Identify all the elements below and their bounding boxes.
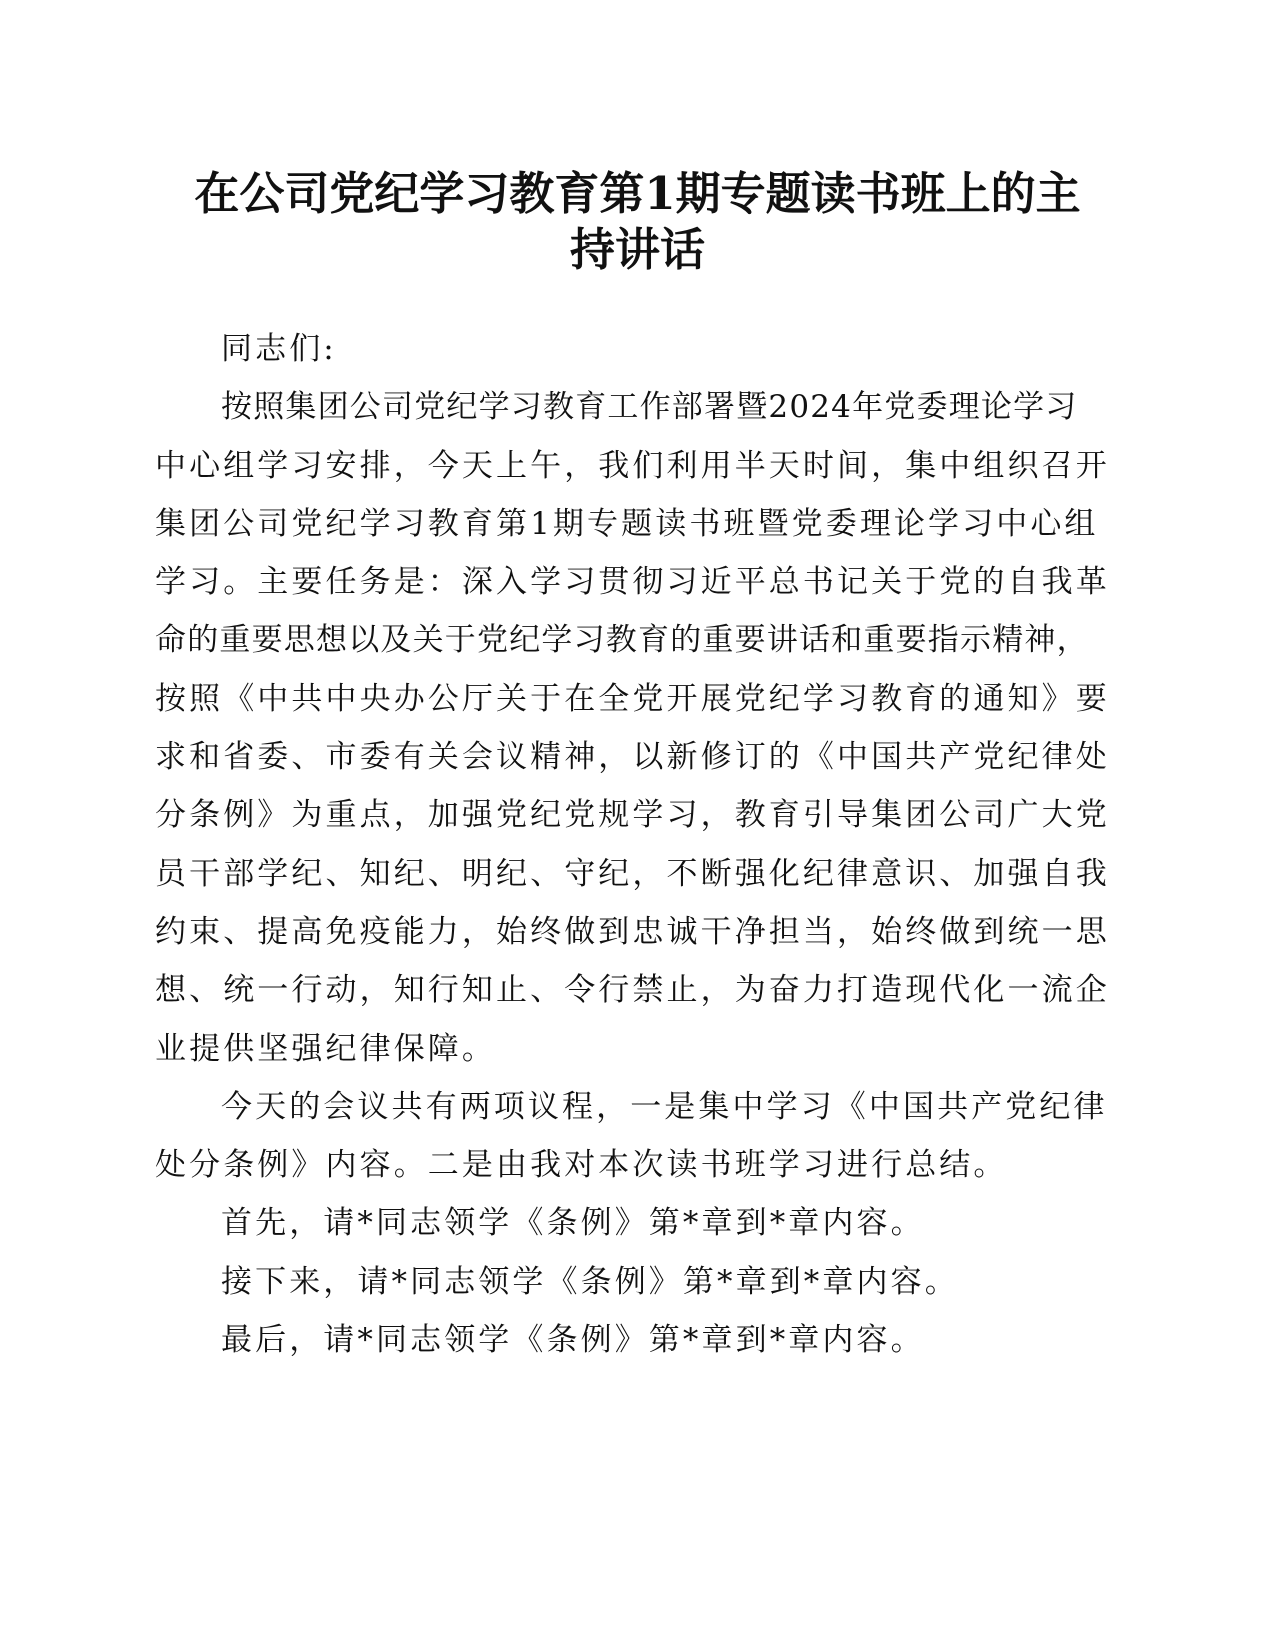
- closing-line-last: 最后，请*同志领学《条例》第*章到*章内容。: [221, 1322, 925, 1359]
- closing-items: [155, 1194, 1095, 1369]
- document-title: [140, 166, 1135, 278]
- title-line-1: 在公司党纪学习教育第1期专题读书班上的主: [194, 167, 1081, 220]
- paragraph-1-line: 集团公司党纪学习教育第1期专题读书班暨党委理论学习中心组: [155, 505, 1099, 542]
- paragraph-1-line: 求和省委、市委有关会议精神，以新修订的《中国共产党纪律处: [155, 739, 1110, 776]
- paragraph-1-line: 按照集团公司党纪学习教育工作部署暨2024年党委理论学习: [221, 389, 1078, 426]
- paragraph-1: [155, 378, 1110, 1078]
- document-body: [155, 320, 1110, 1369]
- paragraph-1-line: 分条例》为重点，加强党纪党规学习，教育引导集团公司广大党: [155, 797, 1110, 834]
- title-line-2: 持讲话: [569, 223, 705, 276]
- paragraph-1-line: 中心组学习安排，今天上午，我们利用半天时间，集中组织召开: [155, 447, 1110, 484]
- paragraph-2-line: 处分条例》内容。二是由我对本次读书班学习进行总结。: [155, 1147, 1008, 1184]
- paragraph-1-line: 学习。主要任务是：深入学习贯彻习近平总书记关于党的自我革: [155, 564, 1110, 601]
- paragraph-1-line: 业提供坚强纪律保障。: [155, 1030, 496, 1067]
- paragraph-1-line: 员干部学纪、知纪、明纪、守纪，不断强化纪律意识、加强自我: [155, 855, 1110, 892]
- paragraph-1-line: 想、统一行动，知行知止、令行禁止，为奋力打造现代化一流企: [155, 972, 1110, 1009]
- salutation: 同志们:: [221, 331, 337, 367]
- closing-line-next: 接下来，请*同志领学《条例》第*章到*章内容。: [221, 1263, 959, 1300]
- paragraph-1-line: 按照《中共中央办公厅关于在全党开展党纪学习教育的通知》要: [155, 680, 1110, 717]
- paragraph-1-line: 命的重要思想以及关于党纪学习教育的重要讲话和重要指示精神，: [155, 622, 1089, 659]
- paragraph-2-line: 今天的会议共有两项议程，一是集中学习《中国共产党纪律: [221, 1088, 1108, 1125]
- paragraph-1-line: 约束、提高免疫能力，始终做到忠诚干净担当，始终做到统一思: [155, 913, 1110, 950]
- closing-line-first: 首先，请*同志领学《条例》第*章到*章内容。: [221, 1205, 925, 1242]
- paragraph-2: [155, 1078, 1108, 1195]
